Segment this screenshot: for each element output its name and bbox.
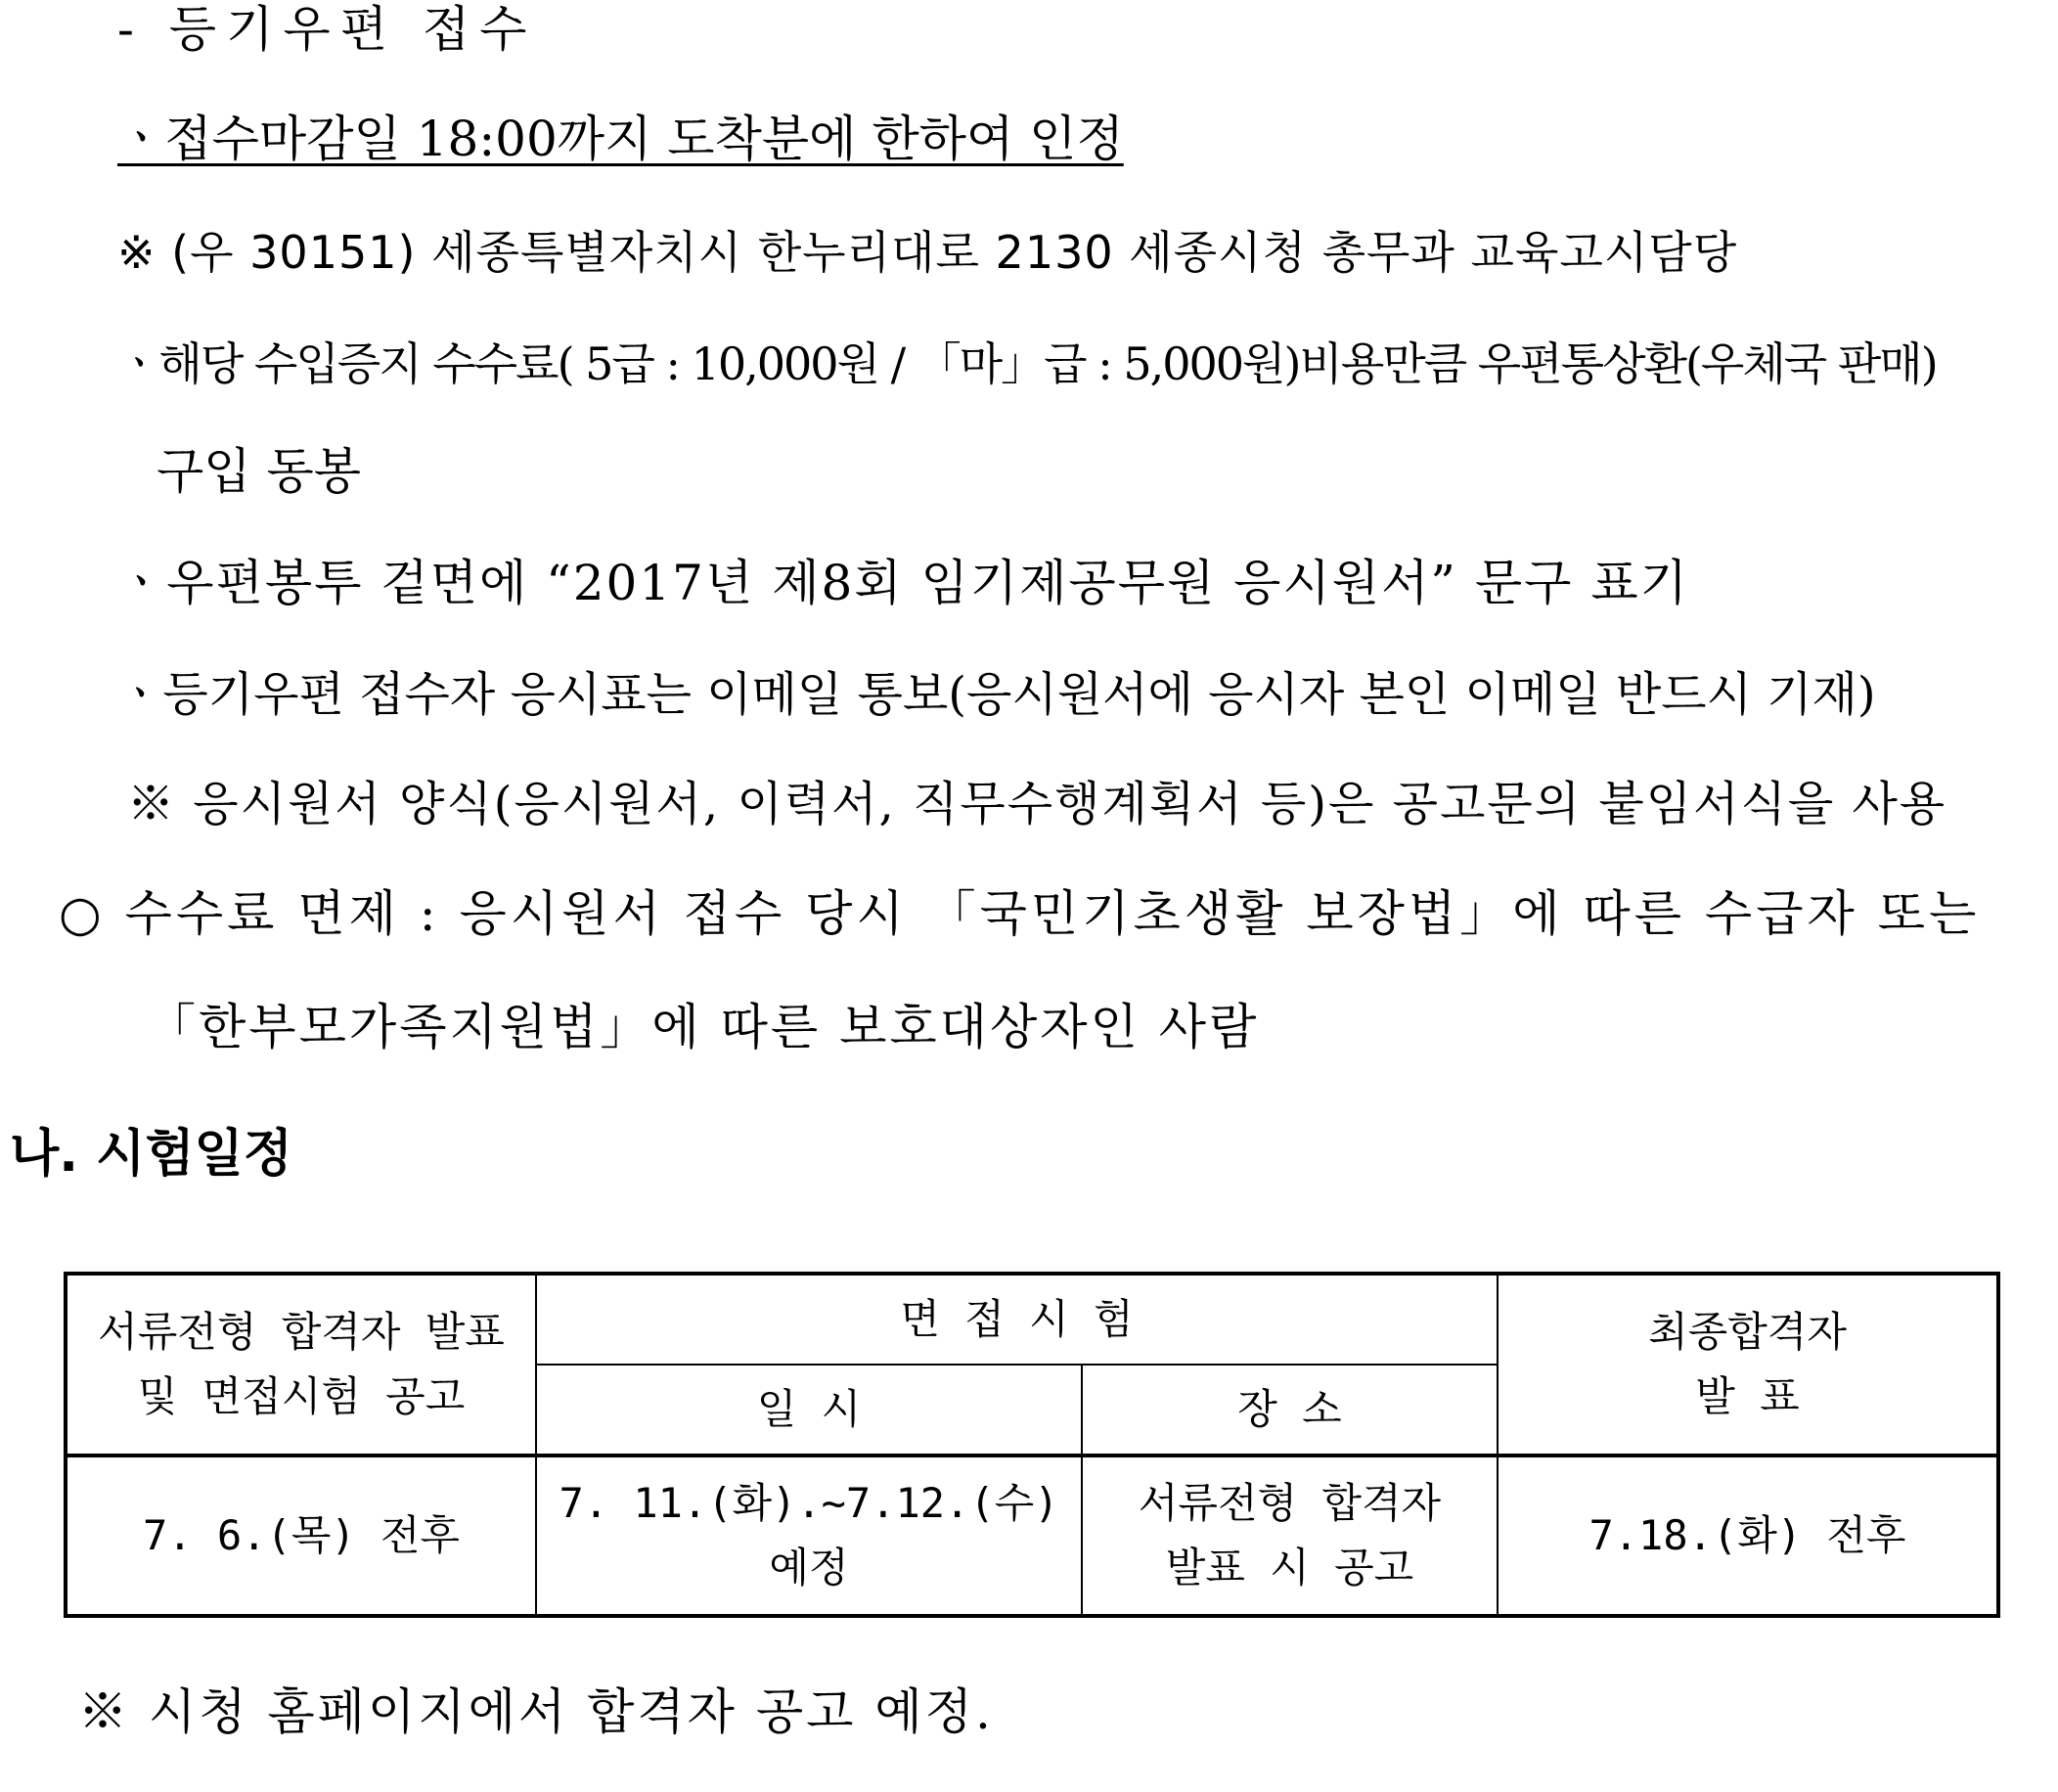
deadline-note: ㆍ접수마감일 18:00까지 도착분에 한하여 인정: [117, 111, 1124, 167]
cell-interview-date: 7. 11.(화).~7.12.(수) 예정: [536, 1456, 1082, 1616]
email-note: ㆍ등기우편 접수자 응시표는 이메일 통보(응시원서에 응시자 본인 이메일 반드시 기재): [117, 667, 1876, 722]
cell-final-result-date: 7.18.(화) 전후: [1498, 1456, 1998, 1616]
cell-document-result-date: 7. 6.(목) 전후: [66, 1456, 536, 1616]
footnote: ※ 시청 홈페이지에서 합격자 공고 예정.: [78, 1683, 994, 1740]
header-datetime: 일 시: [536, 1365, 1082, 1456]
exam-schedule-table: [64, 1272, 2000, 1618]
header-interview: 면 접 시 험: [536, 1274, 1498, 1365]
header-document-result: 서류전형 합격자 발표 및 면접시험 공고: [66, 1274, 536, 1456]
fee-exemption-cont: 「한부모가족지원법」에 따른 보호대상자인 사람: [147, 999, 1260, 1055]
form-note: ※ 응시원서 양식(응시원서, 이력서, 직무수행계획서 등)은 공고문의 붙임서식을 사용: [127, 777, 1947, 831]
envelope-note: ㆍ우편봉투 겉면에 “2017년 제8회 임기제공무원 응시원서” 문구 표기: [117, 555, 1689, 611]
fee-exemption: ○ 수수료 면제 : 응시원서 접수 당시 「국민기초생활 보장법」에 따른 수급자 또는: [59, 885, 1981, 942]
fee-note: ㆍ해당 수입증지 수수료( 5급 : 10,000원 / 「마」급 : 5,000원)비용만큼 우편통상환(우체국 판매): [117, 337, 1937, 390]
registered-mail-heading: - 등기우편 접수: [117, 1, 537, 58]
fee-note-cont: 구입 동봉: [157, 443, 362, 500]
cell-interview-place: 서류전형 합격자 발표 시 공고: [1082, 1456, 1498, 1616]
section-title: 나. 시험일정: [10, 1125, 293, 1184]
header-final-result: 최종합격자 발 표: [1498, 1274, 1998, 1456]
header-place: 장 소: [1082, 1365, 1498, 1456]
address-note: ※ (우 30151) 세종특별자치시 한누리대로 2130 세종시청 총무과 교육고시담당: [117, 226, 1738, 279]
